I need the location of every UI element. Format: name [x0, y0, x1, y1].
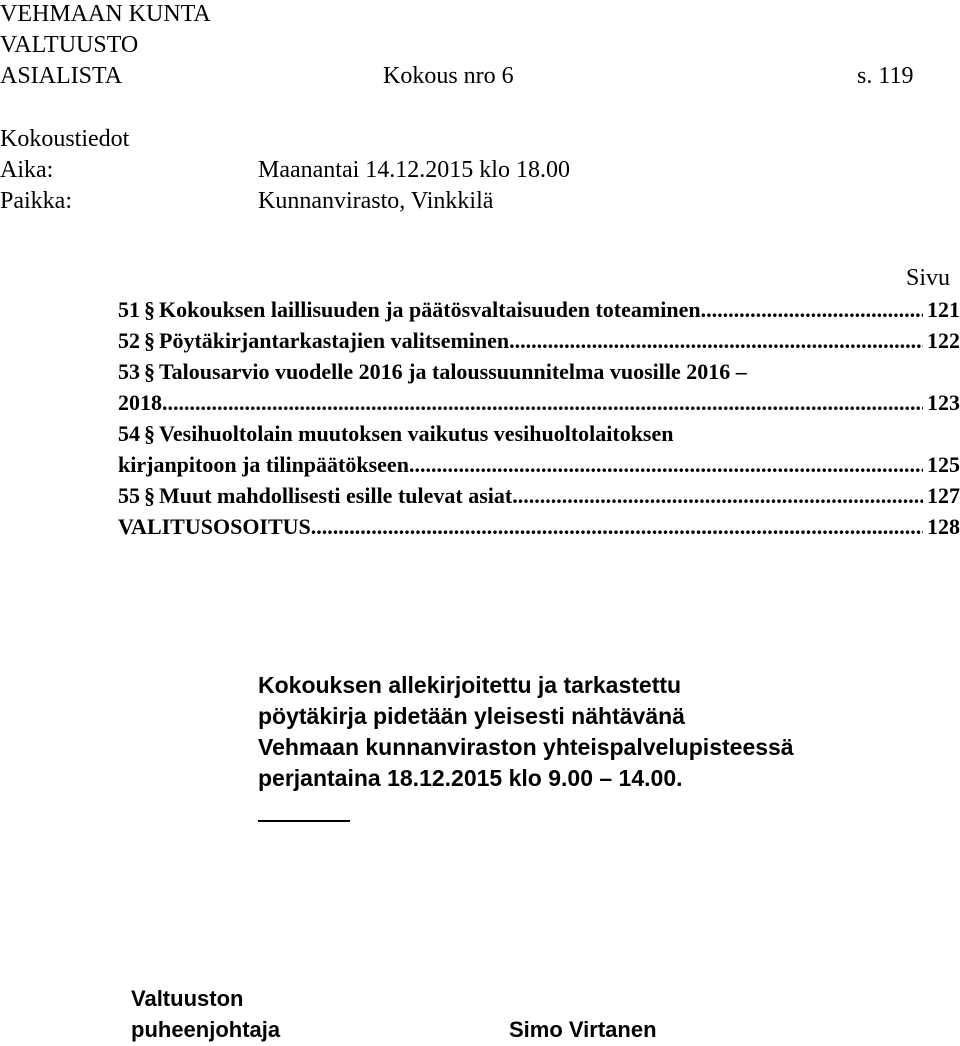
- toc-item-page: 125: [927, 452, 960, 477]
- section-sign-icon: §: [144, 297, 155, 322]
- toc-item-title: Kokouksen laillisuuden ja päätösvaltaisuuden toteaminen: [159, 297, 701, 322]
- toc-item-title: Muut mahdollisesti esille tulevat asiat: [159, 483, 513, 508]
- toc-item-page: 128: [927, 514, 960, 539]
- public-notice: [258, 670, 794, 794]
- toc-item-52: [118, 328, 960, 354]
- time-value: Maanantai 14.12.2015 klo 18.00: [258, 157, 570, 183]
- toc-item-number: 52: [118, 328, 140, 353]
- signature-name: Simo Virtanen: [509, 1017, 657, 1042]
- section-sign-icon: §: [144, 328, 155, 353]
- toc-item-title: Pöytäkirjantarkastajien valitseminen: [159, 328, 510, 353]
- meeting-info-heading: Kokoustiedot: [0, 126, 130, 152]
- toc-item-number: 53: [118, 359, 140, 384]
- toc-page-heading: Sivu: [906, 265, 951, 291]
- notice-line: Vehmaan kunnanviraston yhteispalvelupisteessä: [258, 734, 794, 760]
- signature-rule: [258, 820, 350, 822]
- toc-leader-dots: [701, 297, 923, 323]
- toc-item-54-cont: [118, 452, 960, 478]
- toc-item-number: 55: [118, 483, 140, 508]
- toc-item-title: Talousarvio vuodelle 2016 ja taloussuunnitelma vuosille 2016 –: [159, 359, 747, 384]
- toc-item-page: 121: [927, 297, 960, 322]
- toc-item-53: [118, 359, 960, 385]
- signature-role-line1: Valtuuston: [131, 986, 244, 1011]
- page-number: s. 119: [857, 63, 914, 89]
- municipality-name: VEHMAAN KUNTA: [0, 1, 211, 27]
- toc-leader-dots: [409, 452, 923, 478]
- notice-line: pöytäkirja pidetään yleisesti nähtävänä: [258, 703, 685, 729]
- signature-role-line2: puheenjohtaja: [131, 1017, 281, 1042]
- toc-item-appeal: [118, 514, 960, 540]
- toc-item-51: [118, 297, 960, 323]
- toc-item-55: [118, 483, 960, 509]
- council-name: VALTUUSTO: [0, 32, 139, 58]
- notice-line: Kokouksen allekirjoitettu ja tarkastettu: [258, 672, 682, 698]
- toc-leader-dots: [311, 514, 923, 540]
- place-label: Paikka:: [0, 188, 72, 214]
- time-label: Aika:: [0, 157, 54, 183]
- toc-leader-dots: [512, 483, 923, 509]
- notice-line: perjantaina 18.12.2015 klo 9.00 – 14.00.: [258, 765, 683, 791]
- toc-item-title-cont: 2018: [118, 390, 162, 415]
- toc-item-title: Vesihuoltolain muutoksen vaikutus vesihuoltolaitoksen: [159, 421, 674, 446]
- toc-item-53-cont: [118, 390, 960, 416]
- toc-item-page: 122: [927, 328, 960, 353]
- toc-leader-dots: [162, 390, 923, 416]
- toc-item-title: VALITUSOSOITUS: [118, 514, 311, 539]
- document-type: ASIALISTA: [0, 63, 123, 89]
- toc-item-number: 51: [118, 297, 140, 322]
- section-sign-icon: §: [144, 483, 155, 508]
- section-sign-icon: §: [144, 359, 155, 384]
- toc-item-54: [118, 421, 960, 447]
- toc-leader-dots: [509, 328, 923, 354]
- signature-role: [131, 983, 280, 1045]
- section-sign-icon: §: [144, 421, 155, 446]
- meeting-number: Kokous nro 6: [383, 63, 514, 89]
- toc-item-number: 54: [118, 421, 140, 446]
- toc-item-page: 123: [927, 390, 960, 415]
- toc-item-title-cont: kirjanpitoon ja tilinpäätökseen: [118, 452, 409, 477]
- toc-item-page: 127: [927, 483, 960, 508]
- place-value: Kunnanvirasto, Vinkkilä: [258, 188, 494, 214]
